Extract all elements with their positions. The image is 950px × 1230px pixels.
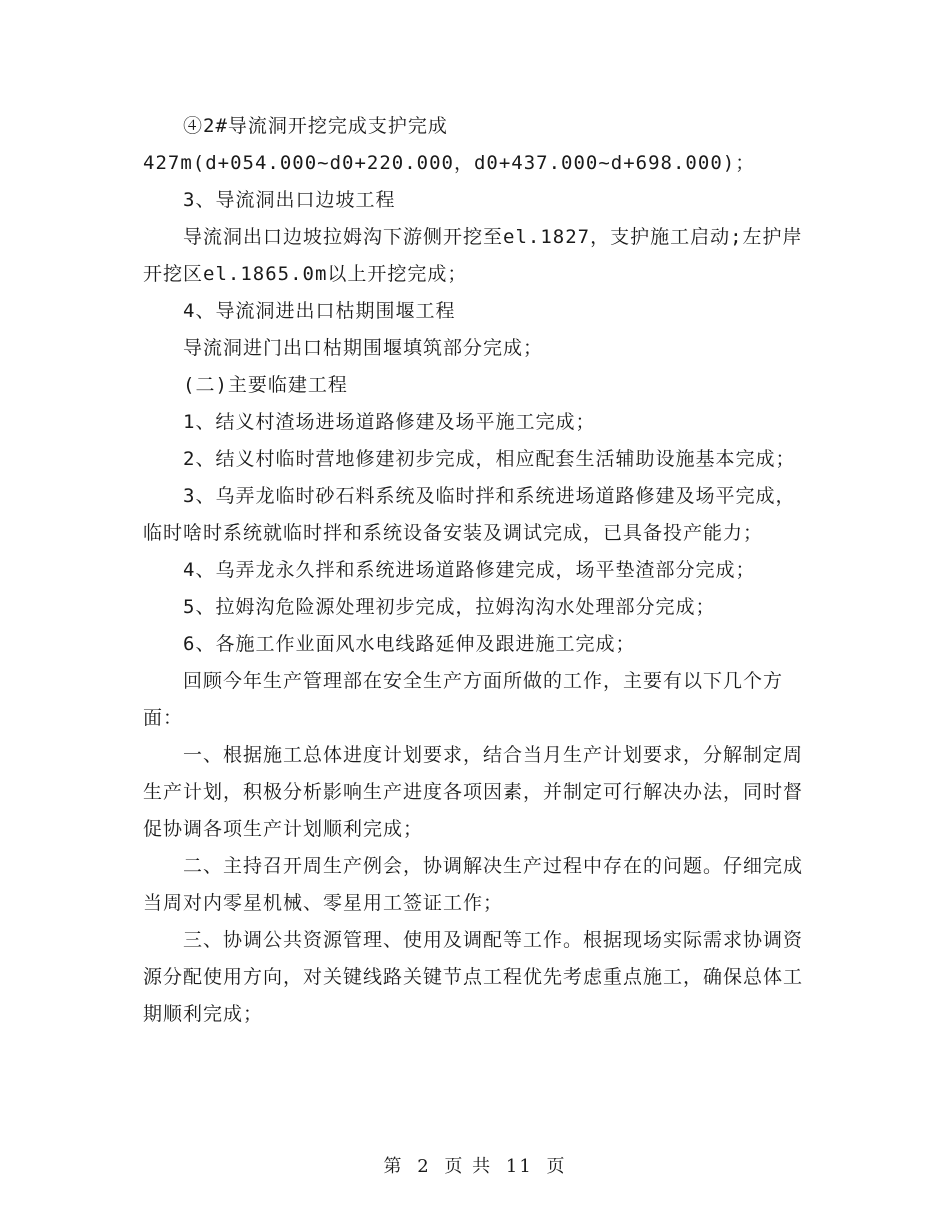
page-footer xyxy=(0,1152,950,1178)
footer-suffix: 页 xyxy=(546,1156,567,1177)
list-item: 5、拉姆沟危险源处理初步完成，拉姆沟沟水处理部分完成； xyxy=(183,596,716,618)
footer-middle: 页 共 xyxy=(444,1156,493,1177)
list-item: 一、根据施工总体进度计划要求，结合当月生产计划要求，分解制定周生产计划，积极分析影响生产进度各项因素，并制定可行解决办法，同时督促协调各项生产计划顺利完成； xyxy=(143,744,804,840)
section-heading: 4、导流洞进出口枯期围堰工程 xyxy=(183,300,456,322)
section-heading: 3、导流洞出口边坡工程 xyxy=(183,189,396,211)
footer-total-pages: 11 xyxy=(505,1156,533,1177)
footer-page-number: 2 xyxy=(417,1156,431,1177)
document-body xyxy=(143,108,808,1033)
list-item: 三、协调公共资源管理、使用及调配等工作。根据现场实际需求协调资源分配使用方向，对关键线路关键节点工程优先考虑重点施工，确保总体工期顺利完成； xyxy=(143,929,804,1025)
list-item: 6、各施工作业面风水电线路延伸及跟进施工完成； xyxy=(183,633,636,655)
list-item: 1、结义村渣场进场道路修建及场平施工完成； xyxy=(183,411,596,433)
paragraph: ④2#导流洞开挖完成支护完成 xyxy=(183,115,448,137)
list-item: 4、乌弄龙永久拌和系统进场道路修建完成，场平垫渣部分完成； xyxy=(183,559,756,581)
paragraph: 427m(d+054.000~d0+220.000，d0+437.000~d+698.000)； xyxy=(143,152,756,174)
list-item: 2、结义村临时营地修建初步完成，相应配套生活辅助设施基本完成； xyxy=(183,448,796,470)
paragraph: 导流洞出口边坡拉姆沟下游侧开挖至el.1827，支护施工启动;左护岸开挖区el.1865.0m以上开挖完成； xyxy=(143,226,803,285)
list-item: 3、乌弄龙临时砂石料系统及临时拌和系统进场道路修建及场平完成，临时啥时系统就临时拌和系统设备安装及调试完成，已具备投产能力； xyxy=(143,485,796,544)
paragraph: 回顾今年生产管理部在安全生产方面所做的工作，主要有以下几个方面： xyxy=(143,670,784,729)
paragraph: 导流洞进门出口枯期围堰填筑部分完成； xyxy=(183,337,544,359)
footer-prefix: 第 xyxy=(383,1156,404,1177)
section-heading: (二)主要临建工程 xyxy=(183,374,348,396)
list-item: 二、主持召开周生产例会，协调解决生产过程中存在的问题。仔细完成当周对内零星机械、零星用工签证工作； xyxy=(143,855,804,914)
